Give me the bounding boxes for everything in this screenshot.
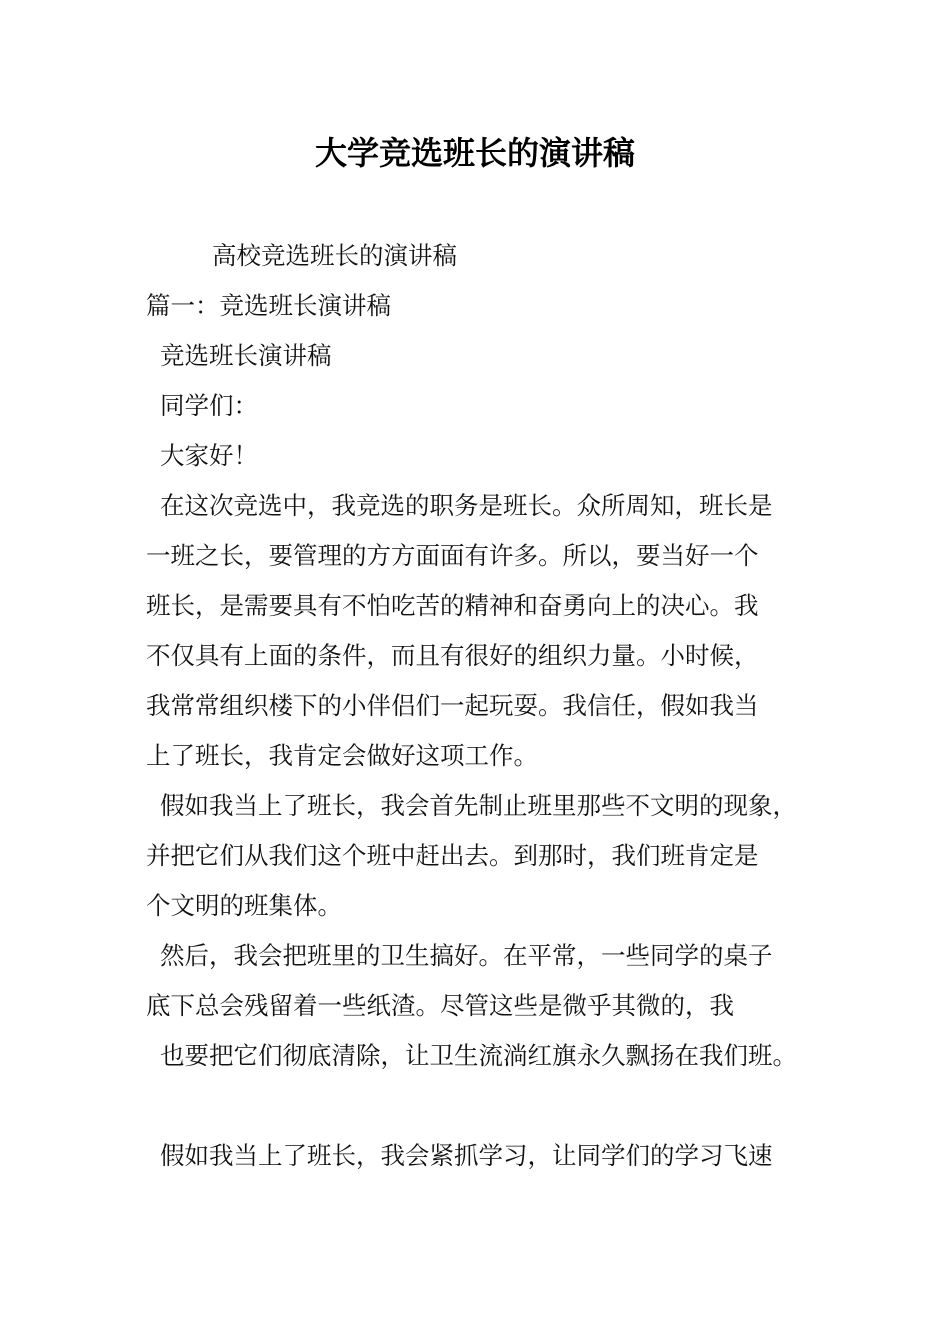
paragraph-line: 假如我当上了班长，我会首先制止班里那些不文明的现象， (160, 791, 797, 820)
paragraph-line: 底下总会残留着一些纸渣。尽管这些是微乎其微的，我 (146, 991, 734, 1020)
paragraph-line: 也要把它们彻底清除，让卫生流淌红旗永久飘扬在我们班。 (160, 1041, 797, 1070)
paragraph-line: 上了班长，我肯定会做好这项工作。 (146, 741, 538, 770)
paragraph-line: 在这次竞选中，我竞选的职务是班长。众所周知，班长是 (160, 491, 773, 520)
document-title: 大学竞选班长的演讲稿 (314, 134, 635, 172)
paragraph-line: 一班之长，要管理的方方面面有许多。所以，要当好一个 (146, 541, 759, 570)
paragraph-line: 不仅具有上面的条件，而且有很好的组织力量。小时候， (146, 641, 759, 670)
paragraph-line: 并把它们从我们这个班中赶出去。到那时，我们班肯定是 (146, 841, 759, 870)
subtitle-line: 高校竞选班长的演讲稿 (212, 241, 457, 270)
paragraph-line: 班长，是需要具有不怕吃苦的精神和奋勇向上的决心。我 (146, 591, 759, 620)
paragraph-line: 然后，我会把班里的卫生搞好。在平常，一些同学的桌子 (160, 941, 773, 970)
speech-heading: 竞选班长演讲稿 (160, 341, 332, 370)
section-heading: 篇一：竞选班长演讲稿 (146, 291, 391, 320)
greeting-line: 同学们： (160, 391, 258, 420)
paragraph-line: 我常常组织楼下的小伴侣们一起玩耍。我信任，假如我当 (146, 691, 759, 720)
paragraph-line: 假如我当上了班长，我会紧抓学习，让同学们的学习飞速 (160, 1141, 773, 1170)
greeting-line: 大家好！ (160, 441, 258, 470)
paragraph-line: 个文明的班集体。 (146, 891, 342, 920)
